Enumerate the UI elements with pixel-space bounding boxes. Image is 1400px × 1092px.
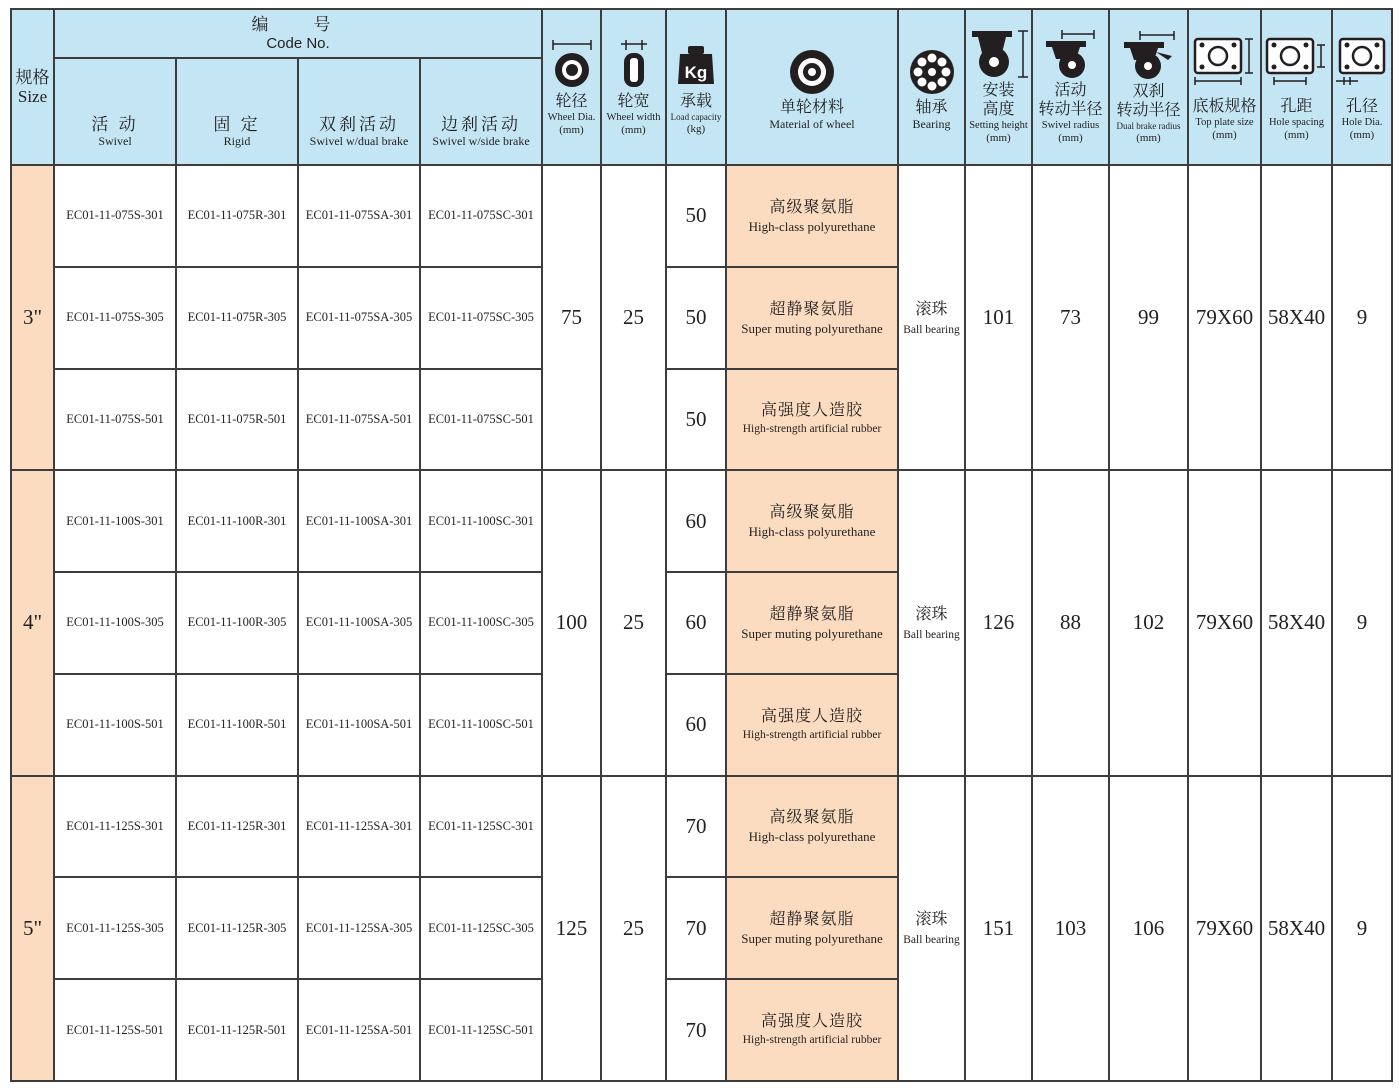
header-swivel-radius-unit: (mm) (1058, 132, 1083, 144)
material-en: High-class polyurethane (748, 218, 876, 234)
material-cell (726, 572, 898, 674)
bearing-cell (898, 470, 965, 775)
swivel-radius-cell: 73 (1032, 165, 1109, 470)
code-dual: EC01-11-100SA-305 (298, 572, 420, 674)
hole-dia-icon (1334, 33, 1390, 89)
header-rigid-en: Rigid (223, 134, 251, 148)
code-swivel: EC01-11-075S-301 (54, 165, 176, 267)
header-hole-spacing-unit: (mm) (1284, 128, 1309, 141)
header-bearing-en: Bearing (912, 116, 951, 131)
code-dual: EC01-11-075SA-301 (298, 165, 420, 267)
bearing-zh: 滚珠 (915, 300, 948, 318)
bearing-cell (898, 776, 965, 1081)
material-en: Super muting polyurethane (741, 931, 883, 947)
header-size (11, 9, 54, 165)
swivel-radius-icon (1038, 29, 1104, 79)
header-load-en: Load capacity (670, 112, 722, 122)
header-dual-brake (298, 58, 420, 165)
material-zh: 高级聚氨脂 (769, 198, 855, 216)
header-swivel-en: Swivel (98, 134, 132, 148)
material-cell (726, 877, 898, 979)
hole-spacing-cell: 58X40 (1261, 776, 1332, 1081)
load-cell: 50 (666, 267, 726, 369)
header-setting-height-zh1: 安装 (982, 82, 1015, 99)
code-dual: EC01-11-125SA-301 (298, 776, 420, 878)
header-load (666, 9, 726, 165)
bearing-en: Ball bearing (903, 934, 960, 947)
header-dual-brake-radius-zh2: 转动半径 (1116, 101, 1181, 119)
header-setting-height-zh2: 高度 (982, 101, 1015, 118)
swivel-radius-cell: 103 (1032, 776, 1109, 1081)
header-dual-brake-radius-unit: (mm) (1136, 131, 1161, 144)
material-en: Super muting polyurethane (741, 625, 883, 641)
material-cell (726, 267, 898, 369)
code-dual: EC01-11-100SA-301 (298, 470, 420, 572)
hole-spacing-icon (1263, 33, 1331, 89)
header-hole-spacing (1261, 9, 1332, 165)
header-wheel-width-en: Wheel width (606, 111, 661, 123)
wheel-dia-cell: 75 (542, 165, 601, 470)
code-rigid: EC01-11-075R-301 (176, 165, 298, 267)
material-en: High-class polyurethane (748, 524, 876, 540)
header-code-no-zh: 编 号 (251, 15, 345, 34)
code-dual: EC01-11-125SA-501 (298, 979, 420, 1081)
header-hole-dia (1332, 9, 1392, 165)
code-rigid: EC01-11-075R-305 (176, 267, 298, 369)
hole-spacing-cell: 58X40 (1261, 165, 1332, 470)
load-cell: 50 (666, 165, 726, 267)
code-side: EC01-11-125SC-301 (420, 776, 542, 878)
wheel-dia-cell: 100 (542, 470, 601, 775)
load-cell: 70 (666, 776, 726, 878)
header-load-unit: (kg) (686, 123, 706, 135)
code-dual: EC01-11-075SA-305 (298, 267, 420, 369)
code-side: EC01-11-075SC-501 (420, 369, 542, 471)
material-zh: 高强度人造胶 (760, 402, 863, 420)
material-cell (726, 369, 898, 471)
size-cell: 5" (11, 776, 54, 1081)
header-swivel-radius (1032, 9, 1109, 165)
header-material-zh: 单轮材料 (779, 98, 844, 116)
wheel-width-cell: 25 (601, 470, 666, 775)
header-dual-brake-radius-zh1: 双刹 (1132, 82, 1165, 100)
header-rigid-zh: 固 定 (213, 115, 261, 134)
header-setting-height (965, 9, 1032, 165)
material-en: High-strength artificial rubber (742, 1034, 882, 1047)
load-cell: 60 (666, 470, 726, 572)
swivel-radius-cell: 88 (1032, 470, 1109, 775)
header-side-brake-zh: 边刹活动 (441, 115, 521, 134)
hole-dia-cell: 9 (1332, 165, 1392, 470)
header-wheel-width (601, 9, 666, 165)
header-dual-brake-radius-en: Dual brake radius (1116, 120, 1181, 131)
top-plate-icon (1191, 33, 1259, 89)
code-side: EC01-11-075SC-301 (420, 165, 542, 267)
code-side: EC01-11-100SC-301 (420, 470, 542, 572)
code-side: EC01-11-125SC-305 (420, 877, 542, 979)
material-zh: 超静聚氨脂 (769, 605, 855, 623)
header-bearing (898, 9, 965, 165)
header-setting-height-en: Setting height (969, 120, 1028, 131)
wheel-diameter-icon (549, 38, 595, 90)
dual-brake-radius-cell: 106 (1109, 776, 1188, 1081)
wheel-width-cell: 25 (601, 165, 666, 470)
header-setting-height-unit: (mm) (986, 132, 1011, 144)
wheel-width-cell: 25 (601, 776, 666, 1081)
code-side: EC01-11-125SC-501 (420, 979, 542, 1081)
header-top-plate-unit: (mm) (1212, 128, 1237, 141)
material-en: Super muting polyurethane (741, 320, 883, 336)
header-code-no (54, 9, 542, 58)
header-hole-dia-en: Hole Dia. (1341, 116, 1383, 128)
material-cell (726, 979, 898, 1081)
material-zh: 高强度人造胶 (760, 1013, 863, 1031)
header-wheel-dia-unit: (mm) (559, 123, 584, 136)
header-dual-brake-radius (1109, 9, 1188, 165)
code-dual: EC01-11-075SA-501 (298, 369, 420, 471)
top-plate-cell: 79X60 (1188, 776, 1261, 1081)
material-zh: 高级聚氨脂 (769, 504, 855, 522)
header-side-brake-en: Swivel w/side brake (432, 134, 530, 148)
header-size-en: Size (17, 86, 48, 106)
dual-brake-radius-cell: 99 (1109, 165, 1188, 470)
header-hole-spacing-zh: 孔距 (1280, 97, 1313, 115)
caster-height-icon (966, 29, 1032, 79)
material-cell (726, 470, 898, 572)
hole-spacing-cell: 58X40 (1261, 470, 1332, 775)
header-wheel-dia-en: Wheel Dia. (547, 111, 596, 123)
header-material-en: Material of wheel (769, 116, 855, 131)
header-hole-spacing-en: Hole spacing (1268, 116, 1325, 128)
header-material (726, 9, 898, 165)
code-swivel: EC01-11-125S-305 (54, 877, 176, 979)
code-rigid: EC01-11-125R-301 (176, 776, 298, 878)
load-cell: 50 (666, 369, 726, 471)
wheel-width-icon (611, 38, 657, 90)
load-weight-icon (673, 38, 719, 90)
code-swivel: EC01-11-100S-301 (54, 470, 176, 572)
code-rigid: EC01-11-100R-305 (176, 572, 298, 674)
header-load-zh: 承载 (679, 93, 712, 110)
code-swivel: EC01-11-125S-301 (54, 776, 176, 878)
header-swivel-radius-en: Swivel radius (1041, 120, 1100, 131)
code-swivel: EC01-11-125S-501 (54, 979, 176, 1081)
code-rigid: EC01-11-125R-305 (176, 877, 298, 979)
header-wheel-dia-zh: 轮径 (555, 92, 588, 110)
header-swivel-zh: 活 动 (91, 115, 139, 134)
code-rigid: EC01-11-125R-501 (176, 979, 298, 1081)
material-cell (726, 674, 898, 776)
top-plate-cell: 79X60 (1188, 165, 1261, 470)
code-swivel: EC01-11-075S-501 (54, 369, 176, 471)
code-swivel: EC01-11-100S-305 (54, 572, 176, 674)
header-top-plate (1188, 9, 1261, 165)
header-wheel-dia (542, 9, 601, 165)
material-cell (726, 776, 898, 878)
header-top-plate-zh: 底板规格 (1192, 97, 1257, 115)
load-cell: 70 (666, 979, 726, 1081)
size-cell: 3" (11, 165, 54, 470)
spec-table (10, 8, 1393, 1082)
spec-body (11, 165, 1392, 1081)
code-swivel: EC01-11-100S-501 (54, 674, 176, 776)
code-rigid: EC01-11-100R-501 (176, 674, 298, 776)
load-cell: 60 (666, 674, 726, 776)
material-zh: 高强度人造胶 (760, 707, 863, 725)
load-cell: 70 (666, 877, 726, 979)
header-dual-brake-en: Swivel w/dual brake (309, 134, 409, 148)
material-zh: 超静聚氨脂 (769, 300, 855, 318)
header-hole-dia-unit: (mm) (1349, 128, 1375, 141)
dual-brake-radius-icon (1116, 30, 1182, 80)
material-zh: 超静聚氨脂 (769, 911, 855, 929)
material-zh: 高级聚氨脂 (769, 809, 855, 827)
top-plate-cell: 79X60 (1188, 470, 1261, 775)
table-row (11, 776, 1392, 878)
hole-dia-cell: 9 (1332, 470, 1392, 775)
bearing-en: Ball bearing (903, 323, 960, 336)
ball-bearing-icon (906, 44, 958, 96)
size-cell: 4" (11, 470, 54, 775)
setting-height-cell: 151 (965, 776, 1032, 1081)
header-wheel-width-unit: (mm) (621, 123, 646, 136)
material-en: High-strength artificial rubber (742, 423, 882, 436)
setting-height-cell: 101 (965, 165, 1032, 470)
code-dual: EC01-11-125SA-305 (298, 877, 420, 979)
code-side: EC01-11-075SC-305 (420, 267, 542, 369)
material-en: High-strength artificial rubber (742, 728, 882, 741)
table-row (11, 470, 1392, 572)
load-cell: 60 (666, 572, 726, 674)
header-size-zh: 规格 (15, 67, 50, 87)
header-rigid (176, 58, 298, 165)
dual-brake-radius-cell: 102 (1109, 470, 1188, 775)
bearing-cell (898, 165, 965, 470)
code-rigid: EC01-11-075R-501 (176, 369, 298, 471)
header-side-brake (420, 58, 542, 165)
wheel-dia-cell: 125 (542, 776, 601, 1081)
header-bearing-zh: 轴承 (915, 98, 948, 116)
wheel-material-icon (782, 44, 842, 96)
header-swivel (54, 58, 176, 165)
setting-height-cell: 126 (965, 470, 1032, 775)
caster-spec-sheet (10, 8, 1391, 1082)
bearing-zh: 滚珠 (915, 605, 948, 623)
header-wheel-width-zh: 轮宽 (617, 92, 650, 110)
header-top-plate-en: Top plate size (1195, 116, 1254, 128)
bearing-zh: 滚珠 (915, 911, 948, 929)
code-side: EC01-11-100SC-305 (420, 572, 542, 674)
header-swivel-radius-zh1: 活动 (1054, 82, 1087, 99)
table-row (11, 165, 1392, 267)
hole-dia-cell: 9 (1332, 776, 1392, 1081)
header-swivel-radius-zh2: 转动半径 (1038, 101, 1103, 118)
code-rigid: EC01-11-100R-301 (176, 470, 298, 572)
load-icon-label: Kg (684, 63, 708, 82)
header-dual-brake-zh: 双刹活动 (319, 115, 399, 134)
header-hole-dia-zh: 孔径 (1345, 97, 1378, 115)
material-en: High-class polyurethane (748, 829, 876, 845)
code-dual: EC01-11-100SA-501 (298, 674, 420, 776)
code-swivel: EC01-11-075S-305 (54, 267, 176, 369)
header-code-no-en: Code No. (266, 35, 330, 52)
material-cell (726, 165, 898, 267)
bearing-en: Ball bearing (903, 628, 960, 641)
code-side: EC01-11-100SC-501 (420, 674, 542, 776)
